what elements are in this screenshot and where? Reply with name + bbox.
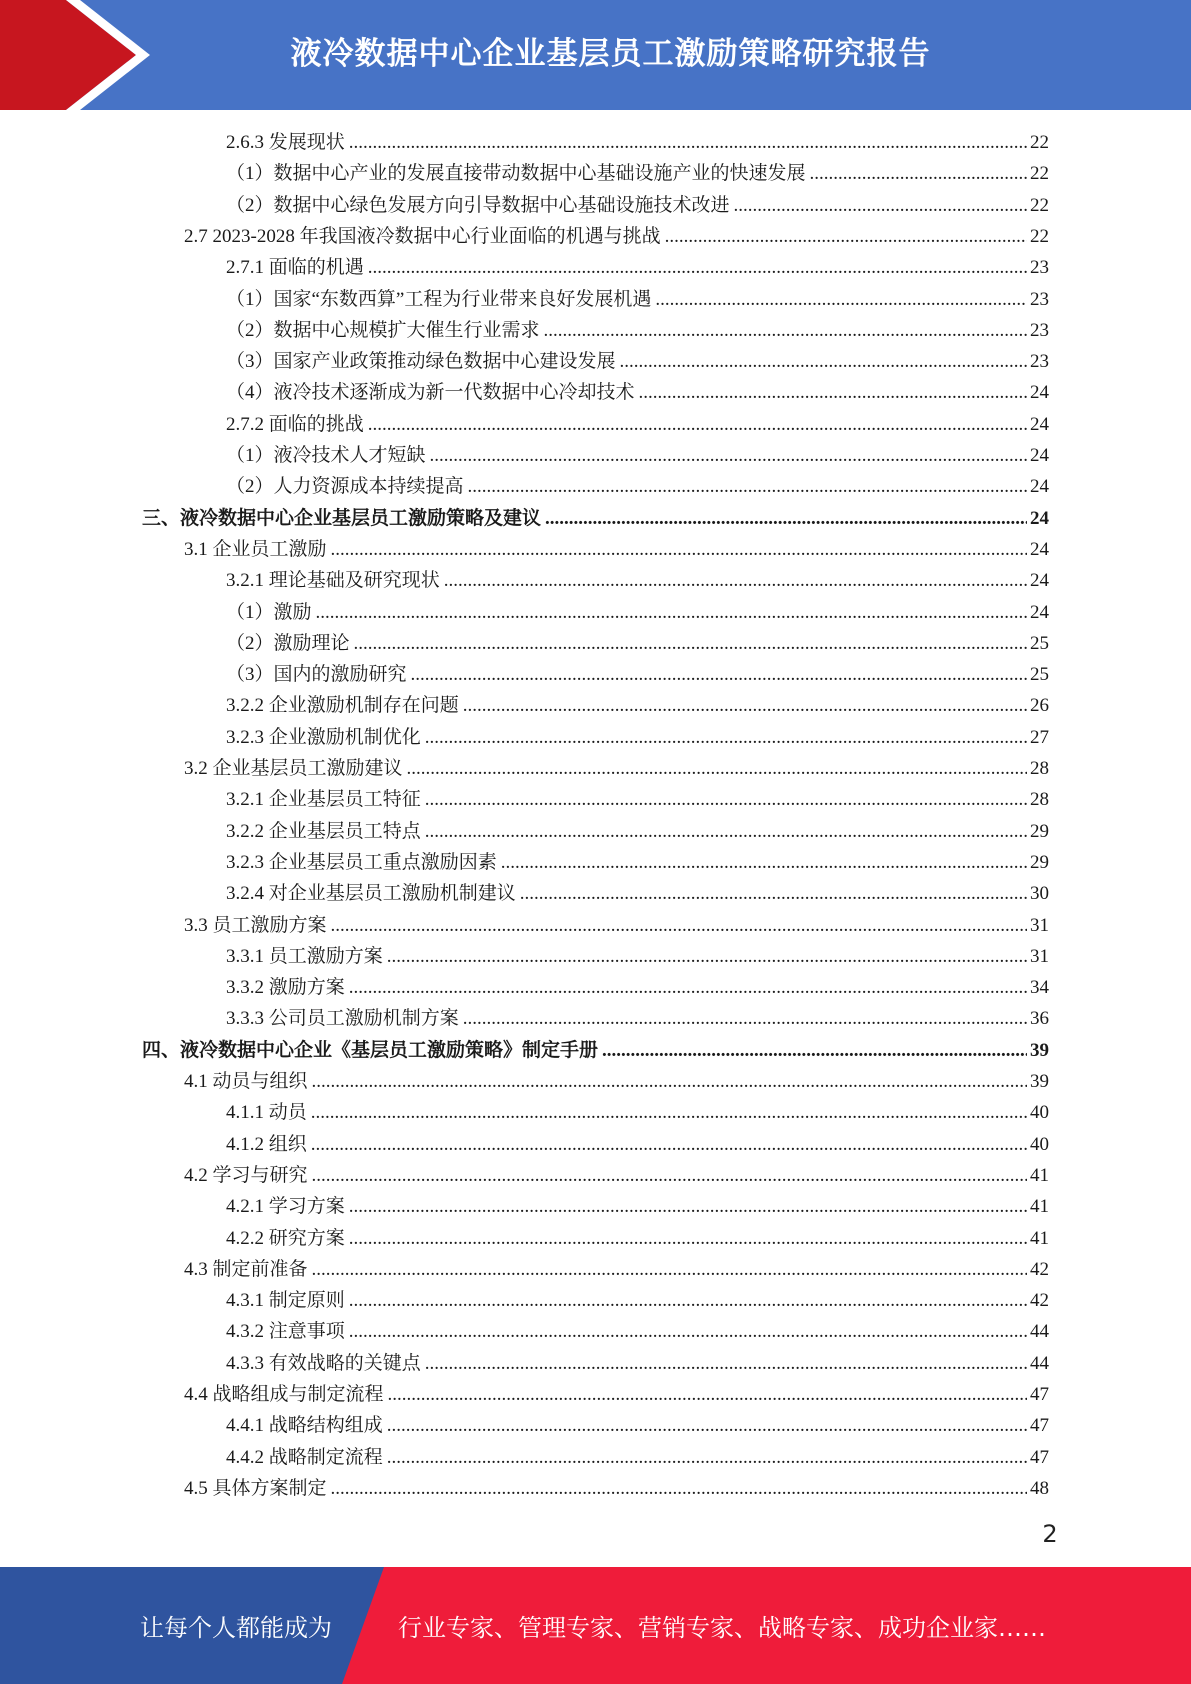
toc-entry[interactable] <box>226 1129 1049 1160</box>
toc-entry-title: （2）数据中心规模扩大催生行业需求 <box>226 320 540 341</box>
toc-entry-title: （2）人力资源成本持续提高 <box>226 476 464 497</box>
toc-entry-title: 3.3.1 员工激励方案 <box>226 946 383 967</box>
toc-entry-title: 3.3.3 公司员工激励机制方案 <box>226 1008 459 1029</box>
toc-entry[interactable] <box>226 1191 1049 1222</box>
toc-entry-page: 23 <box>1030 289 1049 310</box>
toc-dot-leader <box>734 190 1027 221</box>
toc-entry[interactable] <box>226 816 1049 847</box>
toc-entry[interactable] <box>226 722 1049 753</box>
toc-dot-leader <box>387 941 1027 972</box>
toc-entry[interactable] <box>226 284 1049 315</box>
report-title: 液冷数据中心企业基层员工激励策略研究报告 <box>290 35 931 72</box>
toc-entry-page: 34 <box>1030 977 1049 998</box>
toc-entry-title: 3.3.2 激励方案 <box>226 977 345 998</box>
toc-entry-title: 3.2.1 理论基础及研究现状 <box>226 570 440 591</box>
toc-entry[interactable] <box>226 1003 1049 1034</box>
toc-entry-title: 3.1 企业员工激励 <box>184 539 327 560</box>
toc-entry-title: 4.1 动员与组织 <box>184 1071 308 1092</box>
toc-entry-page: 42 <box>1030 1290 1049 1311</box>
toc-entry-page: 22 <box>1030 132 1049 153</box>
toc-entry-title: （3）国家产业政策推动绿色数据中心建设发展 <box>226 351 616 372</box>
toc-entry-title: 4.1.1 动员 <box>226 1102 307 1123</box>
toc-entry-page: 23 <box>1030 257 1049 278</box>
toc-dot-leader <box>388 1379 1027 1410</box>
toc-entry-page: 25 <box>1030 664 1049 685</box>
toc-entry-title: 4.1.2 组织 <box>226 1134 307 1155</box>
toc-entry[interactable] <box>226 1223 1049 1254</box>
toc-entry-title: （2）激励理论 <box>226 633 350 654</box>
toc-entry-page: 44 <box>1030 1321 1049 1342</box>
toc-entry[interactable] <box>226 565 1049 596</box>
toc-dot-leader <box>501 847 1027 878</box>
toc-entry-page: 31 <box>1030 946 1049 967</box>
toc-dot-leader <box>349 972 1027 1003</box>
toc-entry-title: 2.7.2 面临的挑战 <box>226 414 364 435</box>
toc-entry-page: 47 <box>1030 1447 1049 1468</box>
toc-entry-page: 47 <box>1030 1415 1049 1436</box>
toc-entry-title: （1）液冷技术人才短缺 <box>226 445 426 466</box>
toc-entry[interactable] <box>226 127 1049 158</box>
toc-entry-page: 29 <box>1030 821 1049 842</box>
toc-dot-leader <box>312 1160 1027 1191</box>
toc-dot-leader <box>425 816 1027 847</box>
toc-dot-leader <box>354 628 1027 659</box>
toc-entry-page: 24 <box>1030 570 1049 591</box>
toc-entry[interactable] <box>226 377 1049 408</box>
toc-entry-title: 3.2 企业基层员工激励建议 <box>184 758 403 779</box>
toc-dot-leader <box>316 597 1027 628</box>
toc-entry-title: 4.5 具体方案制定 <box>184 1478 327 1499</box>
toc-dot-leader <box>620 346 1027 377</box>
toc-dot-leader <box>368 409 1027 440</box>
footer-slogan-right: 行业专家、管理专家、营销专家、战略专家、成功企业家…… <box>398 1614 1046 1642</box>
toc-dot-leader <box>311 1097 1027 1128</box>
toc-entry[interactable] <box>226 471 1049 502</box>
toc-dot-leader <box>520 878 1027 909</box>
toc-entry-page: 23 <box>1030 320 1049 341</box>
toc-entry-title: 三、液冷数据中心企业基层员工激励策略及建议 <box>142 508 542 529</box>
toc-dot-leader <box>331 910 1027 941</box>
toc-entry[interactable] <box>184 1254 1049 1285</box>
toc-dot-leader <box>655 284 1027 315</box>
toc-entry[interactable] <box>226 1316 1049 1347</box>
toc-dot-leader <box>544 315 1027 346</box>
toc-entry-title: 4.3.2 注意事项 <box>226 1321 345 1342</box>
toc-entry-title: 2.7.1 面临的机遇 <box>226 257 364 278</box>
toc-entry[interactable] <box>226 1348 1049 1379</box>
toc-entry-page: 47 <box>1030 1384 1049 1405</box>
toc-entry-page: 31 <box>1030 915 1049 936</box>
toc-entry-page: 44 <box>1030 1353 1049 1374</box>
toc-dot-leader <box>425 784 1027 815</box>
toc-entry-page: 28 <box>1030 789 1049 810</box>
toc-entry-title: 3.2.2 企业激励机制存在问题 <box>226 695 459 716</box>
toc-entry-title: 4.2.1 学习方案 <box>226 1196 345 1217</box>
toc-entry[interactable] <box>226 315 1049 346</box>
toc-dot-leader <box>444 565 1027 596</box>
toc-entry-title: 4.4 战略组成与制定流程 <box>184 1384 384 1405</box>
toc-entry-page: 40 <box>1030 1134 1049 1155</box>
toc-entry[interactable] <box>226 659 1049 690</box>
toc-entry-page: 36 <box>1030 1008 1049 1029</box>
toc-dot-leader <box>468 471 1027 502</box>
toc-dot-leader <box>387 1410 1027 1441</box>
toc-dot-leader <box>545 503 1027 534</box>
toc-dot-leader <box>349 1223 1027 1254</box>
toc-entry-title: 4.2.2 研究方案 <box>226 1228 345 1249</box>
toc-entry[interactable] <box>226 597 1049 628</box>
toc-dot-leader <box>407 753 1027 784</box>
toc-entry-title: 3.2.3 企业激励机制优化 <box>226 727 421 748</box>
toc-dot-leader <box>311 1129 1027 1160</box>
toc-entry[interactable] <box>184 1379 1049 1410</box>
toc-entry-title: （1）激励 <box>226 602 312 623</box>
toc-entry-page: 28 <box>1030 758 1049 779</box>
toc-entry-page: 24 <box>1030 602 1049 623</box>
page-number: 2 <box>1042 1520 1058 1548</box>
toc-entry[interactable] <box>226 1442 1049 1473</box>
toc-entry-page: 23 <box>1030 351 1049 372</box>
toc-dot-leader <box>368 252 1027 283</box>
toc-entry[interactable] <box>184 1160 1049 1191</box>
toc-dot-leader <box>463 1003 1027 1034</box>
toc-entry-page: 24 <box>1030 382 1049 403</box>
toc-entry-page: 22 <box>1030 163 1049 184</box>
toc-entry-page: 22 <box>1030 226 1049 247</box>
toc-entry-title: （4）液冷技术逐渐成为新一代数据中心冷却技术 <box>226 382 635 403</box>
toc-entry[interactable] <box>226 346 1049 377</box>
toc-entry[interactable] <box>226 784 1049 815</box>
page-header <box>0 0 1191 110</box>
toc-entry-title: 4.4.1 战略结构组成 <box>226 1415 383 1436</box>
toc-entry-title: （1）数据中心产业的发展直接带动数据中心基础设施产业的快速发展 <box>226 163 806 184</box>
toc-entry[interactable] <box>226 158 1049 189</box>
toc-dot-leader <box>312 1066 1027 1097</box>
toc-dot-leader <box>349 127 1027 158</box>
toc-dot-leader <box>430 440 1027 471</box>
toc-dot-leader <box>639 377 1027 408</box>
toc-entry-title: 3.2.1 企业基层员工特征 <box>226 789 421 810</box>
toc-entry-title: （1）国家“东数西算”工程为行业带来良好发展机遇 <box>226 289 652 310</box>
toc-entry-title: 3.3 员工激励方案 <box>184 915 327 936</box>
page-footer <box>0 1567 1191 1684</box>
toc-entry[interactable] <box>184 1066 1049 1097</box>
toc-entry-page: 24 <box>1030 476 1049 497</box>
toc-entry[interactable] <box>226 847 1049 878</box>
toc-entry[interactable] <box>184 753 1049 784</box>
toc-entry-page: 39 <box>1030 1071 1049 1092</box>
toc-dot-leader <box>425 1348 1027 1379</box>
toc-entry[interactable] <box>226 1285 1049 1316</box>
toc-dot-leader <box>331 1473 1027 1504</box>
toc-dot-leader <box>463 690 1027 721</box>
toc-entry[interactable] <box>184 910 1049 941</box>
toc-entry-page: 22 <box>1030 195 1049 216</box>
toc-entry[interactable] <box>142 503 1049 534</box>
toc-dot-leader <box>349 1191 1027 1222</box>
toc-entry-title: 3.2.3 企业基层员工重点激励因素 <box>226 852 497 873</box>
toc-entry-title: 3.2.4 对企业基层员工激励机制建议 <box>226 883 516 904</box>
toc-entry-title: 四、液冷数据中心企业《基层员工激励策略》制定手册 <box>142 1040 599 1061</box>
toc-entry-page: 24 <box>1030 539 1049 560</box>
toc-entry-page: 41 <box>1030 1165 1049 1186</box>
toc-entry-title: 4.3.1 制定原则 <box>226 1290 345 1311</box>
toc-entry[interactable] <box>184 1473 1049 1504</box>
toc-entry[interactable] <box>142 1035 1049 1066</box>
toc-entry[interactable] <box>226 1097 1049 1128</box>
toc-dot-leader <box>411 659 1027 690</box>
toc-dot-leader <box>331 534 1027 565</box>
toc-entry-page: 26 <box>1030 695 1049 716</box>
toc-entry[interactable] <box>226 409 1049 440</box>
toc-entry[interactable] <box>184 534 1049 565</box>
toc-entry[interactable] <box>226 972 1049 1003</box>
toc-dot-leader <box>312 1254 1027 1285</box>
toc-entry-page: 27 <box>1030 727 1049 748</box>
toc-entry-page: 30 <box>1030 883 1049 904</box>
toc-dot-leader <box>349 1285 1027 1316</box>
toc-dot-leader <box>349 1316 1027 1347</box>
toc-entry-title: 4.4.2 战略制定流程 <box>226 1447 383 1468</box>
toc-entry-title: （3）国内的激励研究 <box>226 664 407 685</box>
header-arrow-graphic <box>0 0 170 110</box>
toc-entry-page: 24 <box>1030 445 1049 466</box>
toc-entry-page: 24 <box>1030 508 1049 529</box>
toc-entry-page: 48 <box>1030 1478 1049 1499</box>
toc-dot-leader <box>425 722 1027 753</box>
toc-entry-page: 29 <box>1030 852 1049 873</box>
toc-dot-leader <box>387 1442 1027 1473</box>
toc-dot-leader <box>810 158 1027 189</box>
toc-entry-page: 41 <box>1030 1228 1049 1249</box>
toc-entry-title: 4.2 学习与研究 <box>184 1165 308 1186</box>
toc-entry[interactable] <box>226 941 1049 972</box>
toc-entry-title: 4.3 制定前准备 <box>184 1259 308 1280</box>
toc-entry-title: 3.2.2 企业基层员工特点 <box>226 821 421 842</box>
toc-entry-title: 2.7 2023-2028 年我国液冷数据中心行业面临的机遇与挑战 <box>184 226 661 247</box>
toc-entry[interactable] <box>226 1410 1049 1441</box>
toc-entry-page: 39 <box>1030 1040 1049 1061</box>
toc-entry[interactable] <box>184 221 1049 252</box>
toc-entry[interactable] <box>226 878 1049 909</box>
toc-entry-title: 2.6.3 发展现状 <box>226 132 345 153</box>
toc-entry[interactable] <box>226 628 1049 659</box>
toc-entry-page: 25 <box>1030 633 1049 654</box>
toc-entry[interactable] <box>226 252 1049 283</box>
toc-entry-page: 40 <box>1030 1102 1049 1123</box>
toc-dot-leader <box>665 221 1027 252</box>
toc-entry-page: 41 <box>1030 1196 1049 1217</box>
toc-entry-page: 24 <box>1030 414 1049 435</box>
footer-slogan-left: 让每个人都能成为 <box>140 1614 332 1642</box>
toc-entry-title: 4.3.3 有效战略的关键点 <box>226 1353 421 1374</box>
toc-entry-title: （2）数据中心绿色发展方向引导数据中心基础设施技术改进 <box>226 195 730 216</box>
toc-dot-leader <box>602 1035 1027 1066</box>
toc-entry[interactable] <box>226 440 1049 471</box>
toc-entry[interactable] <box>226 190 1049 221</box>
toc-entry[interactable] <box>226 690 1049 721</box>
toc-entry-page: 42 <box>1030 1259 1049 1280</box>
